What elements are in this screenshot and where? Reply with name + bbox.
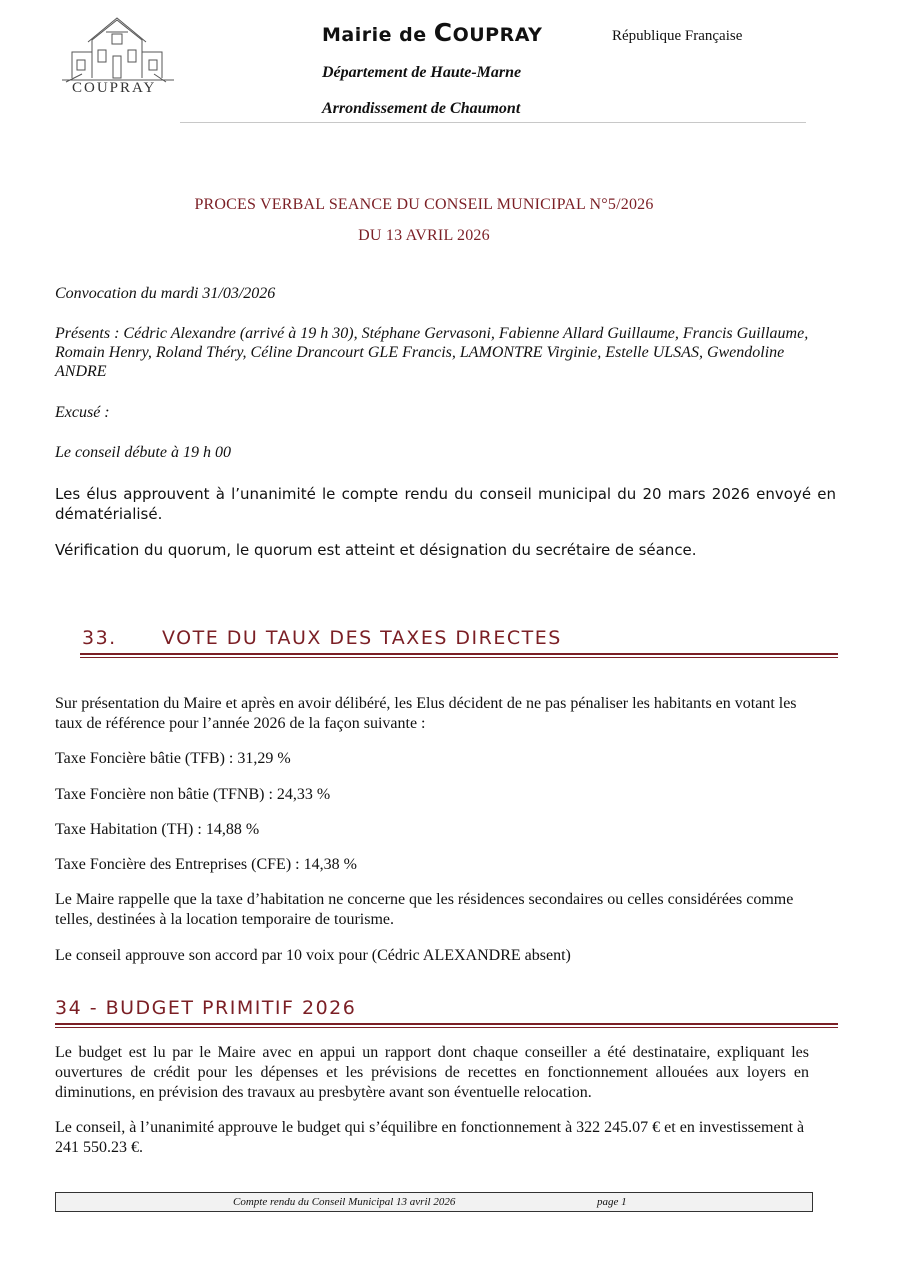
section-33-rule-thin <box>80 657 838 658</box>
section-34-rule <box>55 1023 838 1025</box>
footer-text: Compte rendu du Conseil Municipal 13 avril 2026 <box>233 1196 456 1208</box>
excuse-text: Excusé : <box>55 404 110 421</box>
mairie-initial: C <box>433 18 453 47</box>
section-33-heading <box>82 627 562 649</box>
republique-label: République Française <box>612 28 743 44</box>
section-33-vote: Le conseil approuve son accord par 10 voix pour (Cédric ALEXANDRE absent) <box>55 947 571 964</box>
document-date: DU 13 AVRIL 2026 <box>358 227 490 244</box>
session-start-text: Le conseil débute à 19 h 00 <box>55 444 231 461</box>
section-34-paragraph-1: Le budget est lu par le Maire avec en appui un rapport dont chaque conseiller a été destinataire, expliquant les ouvertures de crédit pour les dépenses et les prévisions de recettes en fonctionnement allouées aux loyers en diminutions, en prévision des travaux au presbytère avant son éventuelle relocation. <box>55 1044 809 1101</box>
departement-label: Département de Haute-Marne <box>322 64 522 81</box>
tax-th: Taxe Habitation (TH) : 14,88 % <box>55 821 260 838</box>
page-footer <box>55 1192 813 1212</box>
logo-caption: COUPRAY <box>72 80 157 96</box>
presents-list: Présents : Cédric Alexandre (arrivé à 19 h 30), Stéphane Gervasoni, Fabienne Allard Guillaume, Francis Guillaume, Romain Henry, Roland Théry, Céline Drancourt GLE Francis, LAMONTRE Virginie, Estelle ULSAS, Gwendoline ANDRE <box>55 325 809 380</box>
tax-cfe: Taxe Foncière des Entreprises (CFE) : 14,38 % <box>55 856 357 873</box>
header-divider <box>180 122 806 123</box>
mairie-prefix: Mairie de <box>322 24 434 46</box>
section-34-paragraph-2: Le conseil, à l’unanimité approuve le budget qui s’équilibre en fonctionnement à 322 245.07 € et en investissement à 241 550.23 €. <box>55 1119 805 1156</box>
section-33-title: VOTE DU TAUX DES TAXES DIRECTES <box>162 627 562 649</box>
section-33-rule <box>80 653 838 655</box>
quorum-text: Vérification du quorum, le quorum est atteint et désignation du secrétaire de séance. <box>55 541 697 559</box>
section-33-intro: Sur présentation du Maire et après en avoir délibéré, les Elus décident de ne pas pénaliser les habitants en votant les taux de référence pour l’année 2026 de la façon suivante : <box>55 695 797 732</box>
mairie-title <box>322 18 542 47</box>
approval-text-line2: dématérialisé. <box>55 505 163 523</box>
arrondissement-label: Arrondissement de Chaumont <box>322 100 521 117</box>
page-number: page 1 <box>597 1196 627 1208</box>
tax-tfb: Taxe Foncière bâtie (TFB) : 31,29 % <box>55 750 291 767</box>
document-title: PROCES VERBAL SEANCE DU CONSEIL MUNICIPAL N°5/2026 <box>194 196 654 213</box>
convocation-text: Convocation du mardi 31/03/2026 <box>55 285 276 302</box>
section-34-heading: 34 - BUDGET PRIMITIF 2026 <box>55 997 357 1019</box>
approval-text-line1: Les élus approuvent à l’unanimité le compte rendu du conseil municipal du 20 mars 2026 envoyé en <box>55 485 836 503</box>
section-33-number: 33. <box>82 627 117 649</box>
mairie-name: OUPRAY <box>452 24 543 46</box>
section-33-reminder: Le Maire rappelle que la taxe d’habitation ne concerne que les résidences secondaires ou celles considérées comme telles, destinées à la location temporaire de tourisme. <box>55 891 794 928</box>
tax-tfnb: Taxe Foncière non bâtie (TFNB) : 24,33 % <box>55 786 331 803</box>
section-34-rule-thin <box>55 1027 838 1028</box>
